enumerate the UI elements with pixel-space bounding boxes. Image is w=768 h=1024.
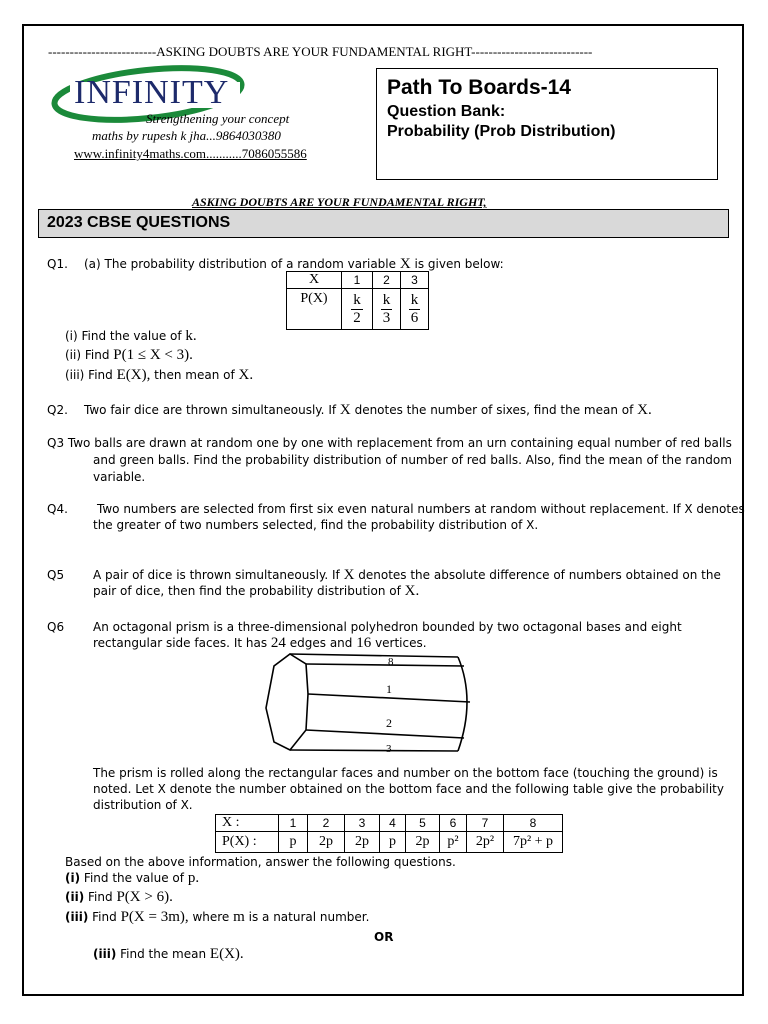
q6-table-x-value: 7 xyxy=(467,815,504,832)
q6-part-iii-alt: (iii) Find the mean E(X). xyxy=(93,946,244,962)
q6-table-p-label: P(X) : xyxy=(216,832,279,853)
q5-number: Q5 xyxy=(47,568,65,582)
q6-table-x-value: 3 xyxy=(345,815,380,832)
title-box xyxy=(376,68,718,180)
prism-face-label: 8 xyxy=(388,656,394,668)
q6-table-p-value: p xyxy=(279,832,308,853)
box-subtitle-1: Question Bank: xyxy=(387,103,506,120)
q6-line-1: An octagonal prism is a three-dimensional polyhedron bounded by two octagonal bases and eight xyxy=(93,620,682,634)
q6-table-x-value: 5 xyxy=(406,815,440,832)
q1-table-p-label: P(X) xyxy=(287,289,342,330)
q6-para-1: The prism is rolled along the rectangular faces and number on the bottom face (touching the ground) is xyxy=(93,766,718,780)
prism-face-label: 3 xyxy=(386,743,392,755)
q6-table-p-value: p² xyxy=(440,832,467,853)
website-line: www.infinity4maths.com...........7086055586 xyxy=(74,146,307,161)
q6-number: Q6 xyxy=(47,620,65,634)
q6-table-x-value: 2 xyxy=(308,815,345,832)
q6-line-2: rectangular side faces. It has 24 edges and 16 vertices. xyxy=(93,635,427,651)
author-line: maths by rupesh k jha...9864030380 xyxy=(92,128,281,143)
q1-part-i: (i) Find the value of k. xyxy=(65,328,197,344)
q6-part-i: (i) Find the value of p. xyxy=(65,870,200,886)
q1-table-p-value: $\frac{k}{6}$ xyxy=(401,289,429,330)
q3-line-1: Q3 Two balls are drawn at random one by one with replacement from an urn containing equal number of red balls xyxy=(47,436,732,450)
q5-line-1: A pair of dice is thrown simultaneously. If X denotes the absolute difference of numbers obtained on the xyxy=(93,567,721,583)
q6-table-p-value: p xyxy=(380,832,406,853)
q1-part-iii: (iii) Find E(X), then mean of X. xyxy=(65,367,254,383)
q6-distribution-table xyxy=(215,814,563,853)
prism-face-label: 1 xyxy=(386,682,392,696)
q1-intro: (a) The probability distribution of a random variable X is given below: xyxy=(84,256,504,272)
prism-front-octagon xyxy=(266,654,308,750)
q6-table-p-value: 2p² xyxy=(467,832,504,853)
prism-back-edge xyxy=(458,657,467,751)
q6-para-3: distribution of X. xyxy=(93,798,193,812)
q6-table-p-value: 7p² + p xyxy=(504,832,563,853)
octagonal-prism-figure xyxy=(262,650,482,758)
box-subtitle-2: Probability (Prob Distribution) xyxy=(387,123,616,140)
q6-table-x-value: 1 xyxy=(279,815,308,832)
q1-distribution-table xyxy=(286,271,429,330)
mid-banner: ASKING DOUBTS ARE YOUR FUNDAMENTAL RIGHT, xyxy=(192,195,487,209)
q4-line-1: Two numbers are selected from first six even natural numbers at random without replacement. If X denotes xyxy=(97,502,745,516)
q6-based-on: Based on the above information, answer the following questions. xyxy=(65,855,456,869)
q4-number: Q4. xyxy=(47,502,68,516)
logo-text: INFINITY xyxy=(74,74,230,111)
tagline: Strengthening your concept xyxy=(146,111,290,126)
q3-line-2: and green balls. Find the probability distribution of number of red balls. Also, find the mean of the random xyxy=(93,453,732,467)
q6-part-ii: (ii) Find P(X > 6). xyxy=(65,889,173,905)
q6-table-x-label: X : xyxy=(216,815,279,832)
q1-table-p-value: $\frac{k}{3}$ xyxy=(373,289,401,330)
q6-para-2: noted. Let X denote the number obtained on the bottom face and the following table give the probability xyxy=(93,782,724,796)
q1-table-x-value: 2 xyxy=(373,272,401,289)
q4-line-2: the greater of two numbers selected, find the probability distribution of X. xyxy=(93,518,539,532)
q6-table-p-value: 2p xyxy=(345,832,380,853)
q6-table-p-value: 2p xyxy=(308,832,345,853)
prism-face-label: 2 xyxy=(386,716,392,730)
q6-table-p-value: 2p xyxy=(406,832,440,853)
q6-part-iii: (iii) Find P(X = 3m), where m is a natural number. xyxy=(65,909,370,925)
section-title: 2023 CBSE QUESTIONS xyxy=(47,214,231,231)
q1-table-x-value: 1 xyxy=(342,272,373,289)
logo-block xyxy=(50,64,350,164)
q5-line-2: pair of dice, then find the probability distribution of X. xyxy=(93,583,420,599)
q1-number: Q1. xyxy=(47,257,68,271)
q6-table-x-value: 8 xyxy=(504,815,563,832)
q3-line-3: variable. xyxy=(93,470,146,484)
q1-table-p-value: $\frac{k}{2}$ xyxy=(342,289,373,330)
top-banner: -------------------------ASKING DOUBTS ARE YOUR FUNDAMENTAL RIGHT---------------------------- xyxy=(48,44,593,59)
prism-edge xyxy=(290,654,458,657)
box-title: Path To Boards-14 xyxy=(387,76,571,99)
q1-part-ii: (ii) Find P(1 ≤ X < 3). xyxy=(65,347,193,363)
q2-text: Two fair dice are thrown simultaneously. If X denotes the number of sixes, find the mean of X. xyxy=(84,402,652,418)
q6-table-x-value: 4 xyxy=(380,815,406,832)
q1-table-x-label: X xyxy=(287,272,342,289)
q6-table-x-value: 6 xyxy=(440,815,467,832)
q2-number: Q2. xyxy=(47,403,68,417)
q1-table-x-value: 3 xyxy=(401,272,429,289)
section-title-bar xyxy=(38,209,729,238)
q6-or-label: OR xyxy=(374,930,394,944)
